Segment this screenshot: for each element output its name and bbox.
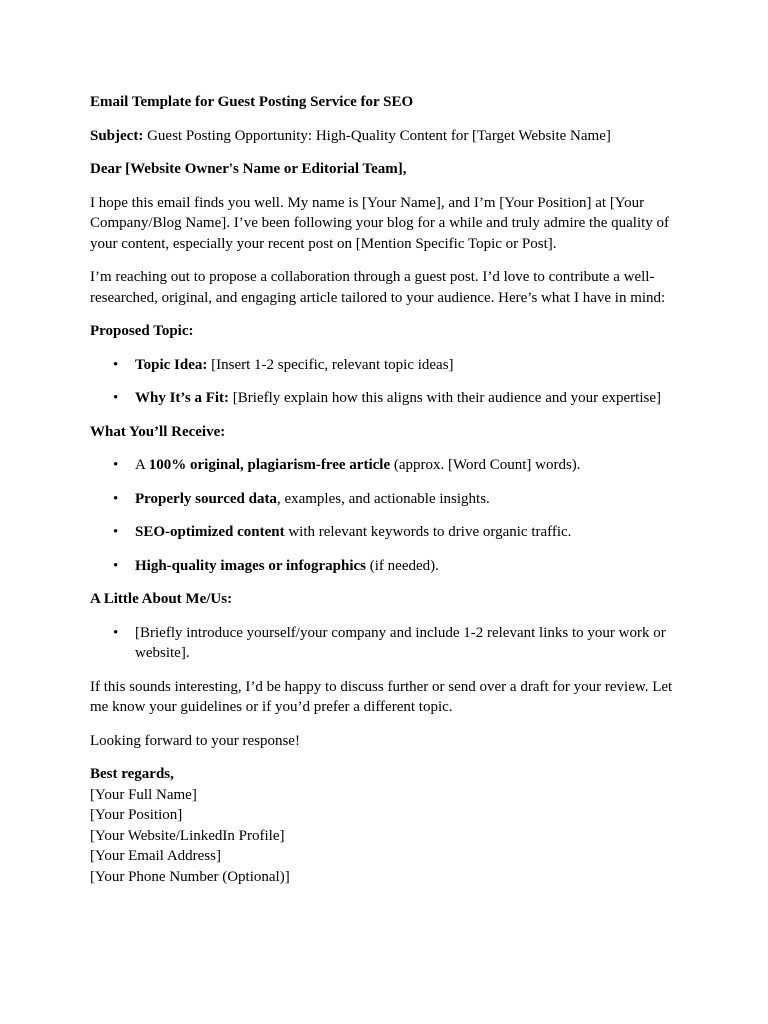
bullet-icon: •	[113, 457, 119, 473]
subject-text: Guest Posting Opportunity: High-Quality Content for [Target Website Name]	[143, 127, 611, 144]
signature-email: [Your Email Address]	[90, 848, 221, 864]
bullet-icon: •	[113, 356, 119, 373]
intro-paragraph: I hope this email finds you well. My name is [Your Name], and I’m [Your Position] at [Your Company/Blog Name]. I’ve been following your blog for a while and truly admire the quality of your content, especially your recent post on [Mention Specific Topic or Post].	[90, 194, 670, 252]
greeting: Dear [Website Owner's Name or Editorial Team],	[90, 161, 407, 177]
list-item-bold: SEO-optimized content	[135, 524, 285, 540]
list-item-bold: Why It’s a Fit:	[135, 390, 230, 406]
list-item-text: [Briefly explain how this aligns with their audience and your expertise]	[229, 390, 661, 406]
list-item-text: [Briefly introduce yourself/your company and include 1-2 relevant links to your work or website].	[135, 624, 666, 661]
bullet-icon: •	[113, 524, 119, 540]
section-heading-proposed-topic: Proposed Topic:	[90, 323, 194, 339]
list-item	[90, 623, 690, 664]
list-item	[90, 522, 690, 543]
list-item-text: [Insert 1-2 specific, relevant topic ideas]	[207, 356, 454, 373]
signoff: Best regards,	[90, 766, 174, 782]
signature-position: [Your Position]	[90, 807, 183, 823]
list-item-pre: A	[135, 457, 149, 473]
list-item	[90, 455, 690, 476]
section-heading-about-me: A Little About Me/Us:	[90, 591, 233, 607]
list-item-bold: Properly sourced data	[135, 490, 277, 507]
signature-block	[90, 764, 690, 887]
document-title: Email Template for Guest Posting Service for SEO	[90, 94, 414, 110]
list-item	[90, 388, 690, 409]
looking-forward-line: Looking forward to your response!	[90, 732, 300, 749]
list-item	[90, 489, 690, 510]
proposal-paragraph: I’m reaching out to propose a collaboration through a guest post. I’d love to contribute a well-researched, original, and engaging article tailored to your audience. Here’s what I have in mind:	[90, 269, 666, 306]
what-you-receive-list	[90, 455, 690, 576]
list-item-text: , examples, and actionable insights.	[276, 490, 490, 507]
list-item-text: (approx. [Word Count] words).	[390, 457, 581, 473]
bullet-icon: •	[113, 490, 119, 507]
list-item-bold: 100% original, plagiarism-free article	[148, 457, 391, 473]
proposed-topic-list	[90, 355, 690, 409]
closing-paragraph: If this sounds interesting, I’d be happy to discuss further or send over a draft for your review. Let me know your guidelines or if you’d prefer a different topic.	[90, 678, 673, 715]
subject-line	[90, 126, 690, 147]
list-item	[90, 556, 690, 577]
bullet-icon: •	[113, 557, 119, 574]
list-item-text: (if needed).	[366, 557, 439, 574]
list-item-bold: Topic Idea:	[135, 356, 208, 373]
signature-name: [Your Full Name]	[90, 786, 197, 803]
list-item-text: with relevant keywords to drive organic traffic.	[284, 524, 572, 540]
bullet-icon: •	[113, 390, 119, 406]
document-page	[90, 92, 690, 900]
signature-website: [Your Website/LinkedIn Profile]	[90, 827, 285, 844]
bullet-icon: •	[113, 624, 119, 641]
section-heading-what-you-receive: What You’ll Receive:	[90, 423, 226, 440]
signature-phone: [Your Phone Number (Optional)]	[90, 868, 290, 885]
list-item	[90, 355, 690, 376]
about-me-list	[90, 623, 690, 664]
subject-label: Subject:	[90, 127, 144, 144]
list-item-bold: High-quality images or infographics	[135, 557, 366, 574]
